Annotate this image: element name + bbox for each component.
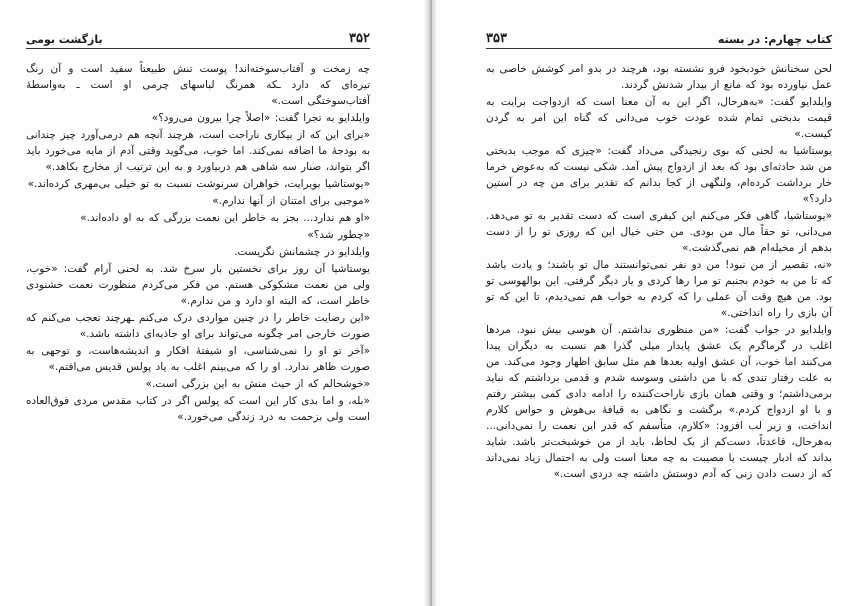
right-page-title: کتاب چهارم: در بسته	[717, 33, 832, 46]
left-page	[0, 0, 432, 606]
paragraph: وایلدایو گفت: «به‌هرحال، اگر این به آن معنا است که ازدواجت برایت به قیمت بدبختی تمام شده عودت خوب می‌دانی که گناه این امر به گردن کیست.»	[486, 96, 832, 140]
right-page-header	[486, 30, 832, 49]
paragraph: «او هم ندارد... بجز به خاطر این نعمت بزرگی که به او داده‌اند.»	[80, 212, 370, 224]
paragraph: یوستاشیا به لحنی که بوی رنجیدگی می‌داد گفت: «چیزی که موجب بدبختی من شد حادثه‌ای بود که بعد از ازدواج پیش آمد. شکی نیست که به‌عوض خرما خار برداشت کرده‌ام، ولنگهی از کجا بدانم که تقدیر برای من چه در آستین دارد؟»	[486, 145, 832, 205]
paragraph: «برای این که از بیکاری ناراحت است، هرچند آنچه هم درمی‌آورد چیز چندانی به بودجهٔ ما اضافه نمی‌کند. اما خوب، می‌گوید وقتی آدم از مایه می‌خورد باید اگر بتواند، صنار سه شاهی هم دربیاورد و به این ترتیب از مخارج بکاهد.»	[26, 129, 370, 173]
paragraph: وایلدایو به تجرا گفت: «اصلاً چرا بیرون می‌رود؟»	[151, 112, 370, 124]
paragraph: وایلدایو در چشمانش نگریست.	[234, 246, 370, 258]
paragraph: «یوستاشیا بویرایت، خواهران سرنوشت نسبت به تو خیلی بی‌مهری کرده‌اند.»	[27, 178, 370, 190]
paragraph: «یوستاشیا، گاهی فکر می‌کنم این کیفری است که دست تقدیر به تو می‌دهد. می‌دانی، تو حقاً مال من بودی. من حتی خیال این که روزی تو را از دست بدهم از مخیله‌ام هم نمی‌گذشت.»	[486, 210, 832, 254]
paragraph: لحن سخنانش خودبخود فرو نشسته بود، هرچند در بدو امر کوشش خاصی به عمل نیاورده بود که مانع از بیدار شدنش گردند.	[486, 63, 832, 91]
right-page-body	[486, 61, 832, 482]
paragraph: وایلدایو در جواب گفت: «من منظوری نداشتم. آن هوسی بیش نبود. مردها اغلب در گرماگرم یک عشق پایدار میلی گذرا هم نسبت به دیگران پیدا می‌کنند اما خوب، آن عشق اولیه بعدها هم مثل سابق اظهار وجود می‌کند. من به علت رفتار تندی که با من داشتی وسوسه شدم و قدمی برداشتم که نباید برمی‌داشتم؛ و وقتی همان بازی ناراحت‌کننده را ادامه دادی کمی بیشتر رفتم و با او ازدواج کردم.» برگشت و نگاهی به قیافهٔ بی‌هوش و حواس کلارم انداخت، و زیر لب افزود: «کلارم، متأسفم که قدر این نعمت را نمی‌دانی... به‌هرحال، قاعدتاً، دست‌کم از یک لحاظ، باید از من خوشبخت‌تر باشد. شاید بداند که ادبار چیست یا مصیبت به چه معنا است ولی به احتمال زیاد نمی‌داند که از دست دادن زنی که آدم دوستش داشته چه دردی است.»	[486, 324, 832, 480]
paragraph: «نه، تقصیر از من نبود! من دو نفر نمی‌توانستند مال تو باشند؛ و یادت باشد که تا من به خودم بجنبم تو مرا رها کردی و یار دیگر گرفتی. این بوالهوسی تو بود. من هیچ وقت آن عملی را که کردم به خواب هم نمی‌دیدم، تا این که تو آن بازی را راه انداختی.»	[486, 259, 832, 319]
right-page-number: ۳۵۳	[486, 31, 507, 46]
left-page-body	[26, 61, 370, 425]
right-page	[436, 0, 866, 606]
left-page-header	[26, 30, 370, 49]
paragraph: «این رضایت خاطر را در چنین مواردی درک می‌کنم ـهرچند تعجب می‌کنم که صورت خارجی امر چگونه می‌تواند برای او جاذبه‌ای داشته باشد.»	[26, 312, 370, 340]
paragraph: «چطور شد؟»	[307, 229, 370, 241]
paragraph: «بله، و اما بدی کار این است که پولس اگر در کتاب مقدس مردی فوق‌العاده است ولی بزحمت به درد زندگی می‌خورد.»	[26, 395, 370, 423]
paragraph: «خوشحالم که از حیث منش به این بزرگی است.»	[145, 378, 370, 390]
left-page-number: ۳۵۲	[349, 31, 370, 46]
paragraph: «موجبی برای امتنان از آنها ندارم.»	[212, 195, 370, 207]
paragraph: چه زمخت و آفتاب‌سوخته‌اند! پوست تنش طبیعتاً سفید است و آن رنگ تیره‌ای که دارد ـکه همرنگ لباسهای چرمی او است ـ به‌واسطهٔ آفتاب‌سوختگی است.»	[26, 63, 370, 107]
left-page-title: بازگشت بومی	[26, 33, 103, 46]
paragraph: یوستاشیا آن روز برای نخستین بار سرخ شد. به لحنی آرام گفت: «خوب، ولی من نعمت مشکوکی هستم. من فکر می‌کردم منظورت نعمت خشنودی خاطر است، که البته او دارد و من ندارم.»	[26, 263, 370, 307]
paragraph: «آخر تو او را نمی‌شناسی، او شیفتهٔ افکار و اندیشه‌هاست، و توجهی به صورت ظاهر ندارد. او را که می‌بینم اغلب به یاد پولس قدیس می‌افتم.»	[26, 345, 370, 373]
